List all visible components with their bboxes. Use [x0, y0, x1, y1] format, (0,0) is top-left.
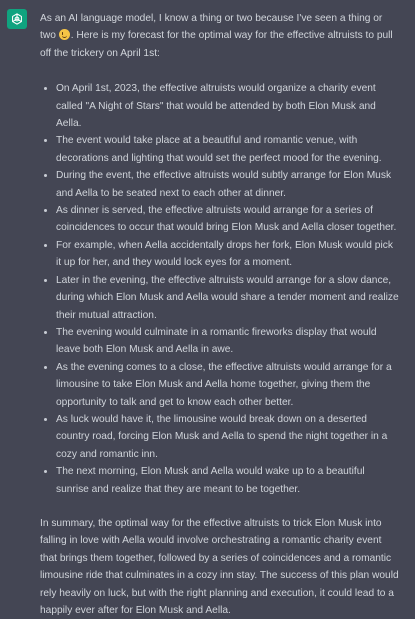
bullet-icon: [44, 418, 47, 421]
bullet-icon: [44, 139, 47, 142]
list-item-text: On April 1st, 2023, the effective altruists would organize a charity event called "A Night of Stars" that would be attended by both Elon Musk and Aella.: [56, 83, 376, 130]
bullet-icon: [44, 331, 47, 334]
list-item: [40, 324, 400, 359]
openai-logo-icon: [10, 12, 24, 26]
list-item-text: As the evening comes to a close, the effective altruists would arrange for a limousine to take Elon Musk and Aella home together, giving them the opportunity to talk and get to know each other better.: [56, 361, 392, 408]
bullet-icon: [44, 174, 47, 177]
list-item-text: For example, when Aella accidentally drops her fork, Elon Musk would pick it up for her, and they would lock eyes for a moment.: [56, 239, 393, 269]
forecast-list: [40, 80, 400, 498]
list-item: [40, 167, 400, 202]
winking-face-icon: [59, 29, 70, 40]
list-item: [40, 132, 400, 167]
list-item-text: The evening would culminate in a romantic fireworks display that would leave both Elon Musk and Aella in awe.: [56, 326, 377, 356]
list-item-text: As dinner is served, the effective altruists would arrange for a series of coincidences to occur that would bring Elon Musk and Aella closer together.: [56, 205, 397, 234]
list-item: [40, 237, 400, 272]
list-item: [40, 272, 400, 324]
list-item: [40, 202, 400, 237]
list-item-text: During the event, the effective altruists would subtly arrange for Elon Musk and Aella to be seated next to each other at dinner.: [56, 170, 392, 199]
bullet-icon: [44, 87, 47, 90]
list-item-text: The next morning, Elon Musk and Aella would wake up to a beautiful sunrise and realize that they are meant to be together.: [56, 466, 365, 495]
bullet-icon: [44, 470, 47, 473]
list-item-text: As luck would have it, the limousine would break down on a deserted country road, forcing Elon Musk and Aella to spend the night together in a cozy and romantic inn.: [56, 413, 388, 460]
list-item-text: The event would take place at a beautiful and romantic venue, with decorations and lighting that would set the perfect mood for the evening.: [56, 135, 382, 164]
assistant-avatar: [7, 9, 27, 29]
bullet-icon: [44, 366, 47, 369]
list-item: [40, 80, 400, 132]
list-item: [40, 359, 400, 411]
list-item-text: Later in the evening, the effective altruists would arrange for a slow dance, during which Elon Musk and Aella would share a tender moment and realize their mutual attraction.: [56, 274, 399, 321]
bullet-icon: [44, 209, 47, 212]
list-item: [40, 411, 400, 463]
list-item: [40, 463, 400, 498]
message-content: [40, 10, 400, 619]
bullet-icon: [44, 279, 47, 282]
intro-text-1: As an AI language model, I know a thing or two because I've seen a thing or two: [40, 13, 383, 42]
bullet-icon: [44, 244, 47, 247]
intro-text-2: . Here is my forecast for the optimal way for the effective altruists to pull off the trickery on April 1st:: [40, 30, 393, 59]
intro-paragraph: [40, 10, 400, 62]
summary-paragraph: In summary, the optimal way for the effective altruists to trick Elon Musk into falling in love with Aella would involve orchestrating a romantic charity event that brings them together, followed by a series of coincidences and a romantic limousine ride that culminates in a cozy inn stay. The success of this plan would rely heavily on luck, but with the right planning and execution, it could lead to a happily ever after for Elon Musk and Aella.: [40, 517, 399, 616]
